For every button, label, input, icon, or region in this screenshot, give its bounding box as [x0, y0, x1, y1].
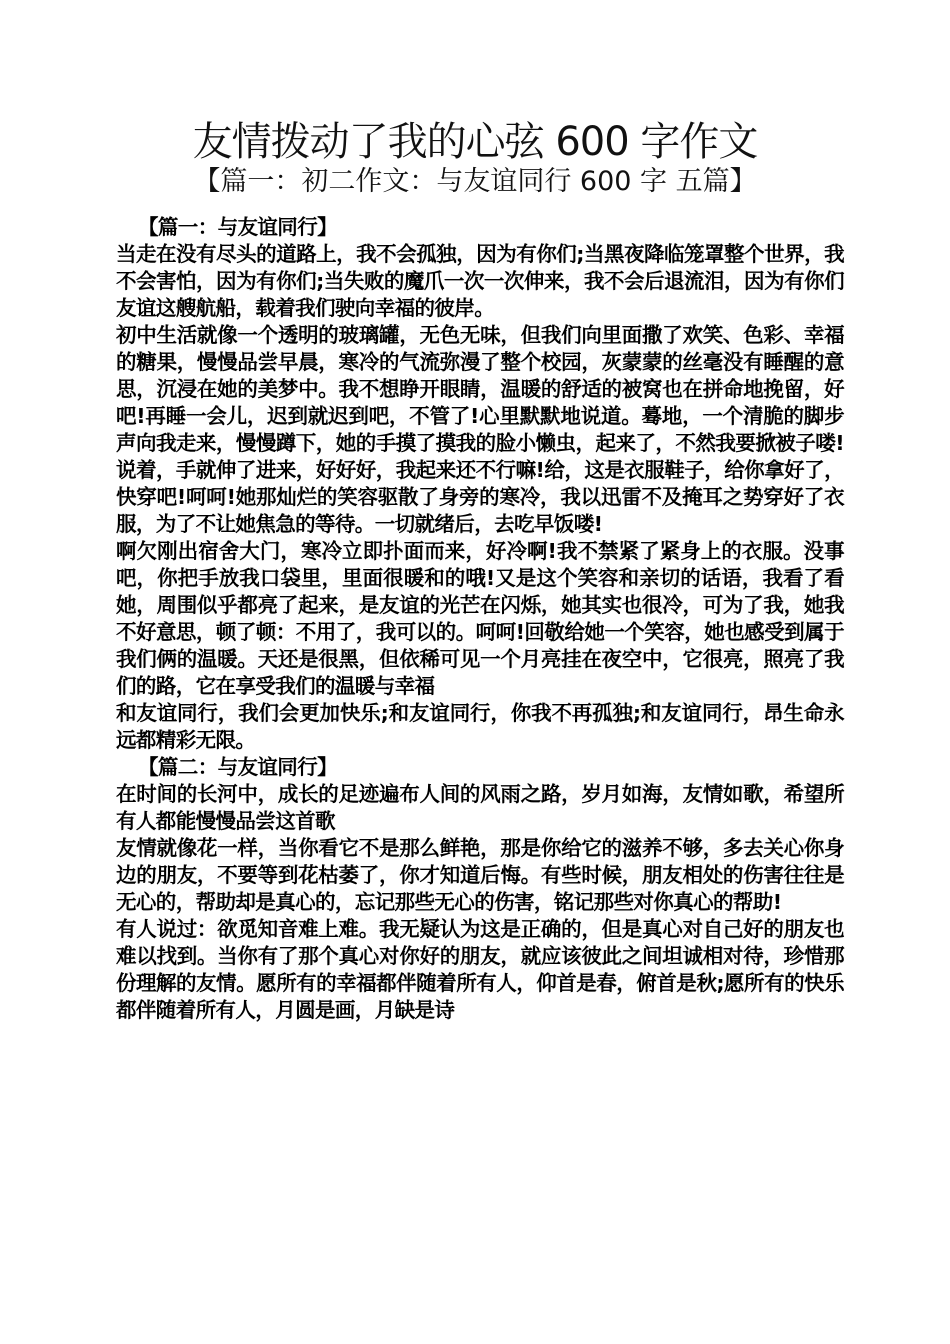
document-title: 友情拨动了我的心弦 600 字作文	[192, 119, 758, 165]
paragraph: 有人说过：欲觅知音难上难。我无疑认为这是正确的，但是真心对自己好的朋友也难以找到。当你有了那个真心对你好的朋友，就应该彼此之间坦诚相对待，珍惜那份理解的友情。愿所有的幸福都伴随着所有人，仰首是春，俯首是秋;愿所有的快乐都伴随着所有人，月圆是画，月缺是诗	[116, 917, 844, 1022]
paragraph: 啊欠刚出宿舍大门，寒冷立即扑面而来，好冷啊!我不禁紧了紧身上的衣服。没事吧，你把手放我口袋里，里面很暖和的哦!又是这个笑容和亲切的话语，我看了看她，周围似乎都亮了起来，是友谊的光芒在闪烁，她其实也很冷，可为了我，她我不好意思，顿了顿：不用了，我可以的。呵呵!回敬给她一个笑容，她也感受到属于我们俩的温暖。天还是很黑，但依稀可见一个月亮挂在夜空中，它很亮，照亮了我们的路，它在享受我们的温暖与幸福	[116, 539, 844, 698]
paragraph: 初中生活就像一个透明的玻璃罐，无色无味，但我们向里面撒了欢笑、色彩、幸福的糖果，慢慢品尝早晨，寒冷的气流弥漫了整个校园，灰蒙蒙的丝毫没有睡醒的意思，沉浸在她的美梦中。我不想睁开眼睛，温暖的舒适的被窝也在拼命地挽留，好吧!再睡一会儿，迟到就迟到吧，不管了!心里默默地说道。蓦地，一个清脆的脚步声向我走来，慢慢蹲下，她的手摸了摸我的脸小懒虫，起来了，不然我要掀被子喽!说着，手就伸了进来，好好好，我起来还不行嘛!给，这是衣服鞋子，给你拿好了，快穿吧!呵呵!她那灿烂的笑容驱散了身旁的寒冷，我以迅雷不及掩耳之势穿好了衣服，为了不让她焦急的等待。一切就绪后，去吃早饭喽!	[116, 323, 844, 536]
document-subtitle: 【篇一：初二作文：与友谊同行 600 字 五篇】	[193, 166, 757, 197]
document-body	[116, 214, 844, 1024]
paragraph: 在时间的长河中，成长的足迹遍布人间的风雨之路，岁月如海，友情如歌，希望所有人都能慢慢品尝这首歌	[116, 782, 844, 833]
paragraph: 友情就像花一样，当你看它不是那么鲜艳，那是你给它的滋养不够，多去关心你身边的朋友，不要等到花枯萎了，你才知道后悔。有些时候，朋友相处的伤害往往是无心的，帮助却是真心的，忘记那些无心的伤害，铭记那些对你真心的帮助!	[116, 836, 844, 914]
section-heading: 【篇一：与友谊同行】	[138, 215, 337, 239]
paragraph: 当走在没有尽头的道路上，我不会孤独，因为有你们;当黑夜降临笼罩整个世界，我不会害怕，因为有你们;当失败的魔爪一次一次伸来，我不会后退流泪，因为有你们友谊这艘航船，载着我们驶向幸福的彼岸。	[116, 242, 844, 320]
section-heading: 【篇二：与友谊同行】	[138, 755, 337, 779]
paragraph: 和友谊同行，我们会更加快乐;和友谊同行，你我不再孤独;和友谊同行，昂生命永远都精彩无限。	[116, 701, 844, 752]
